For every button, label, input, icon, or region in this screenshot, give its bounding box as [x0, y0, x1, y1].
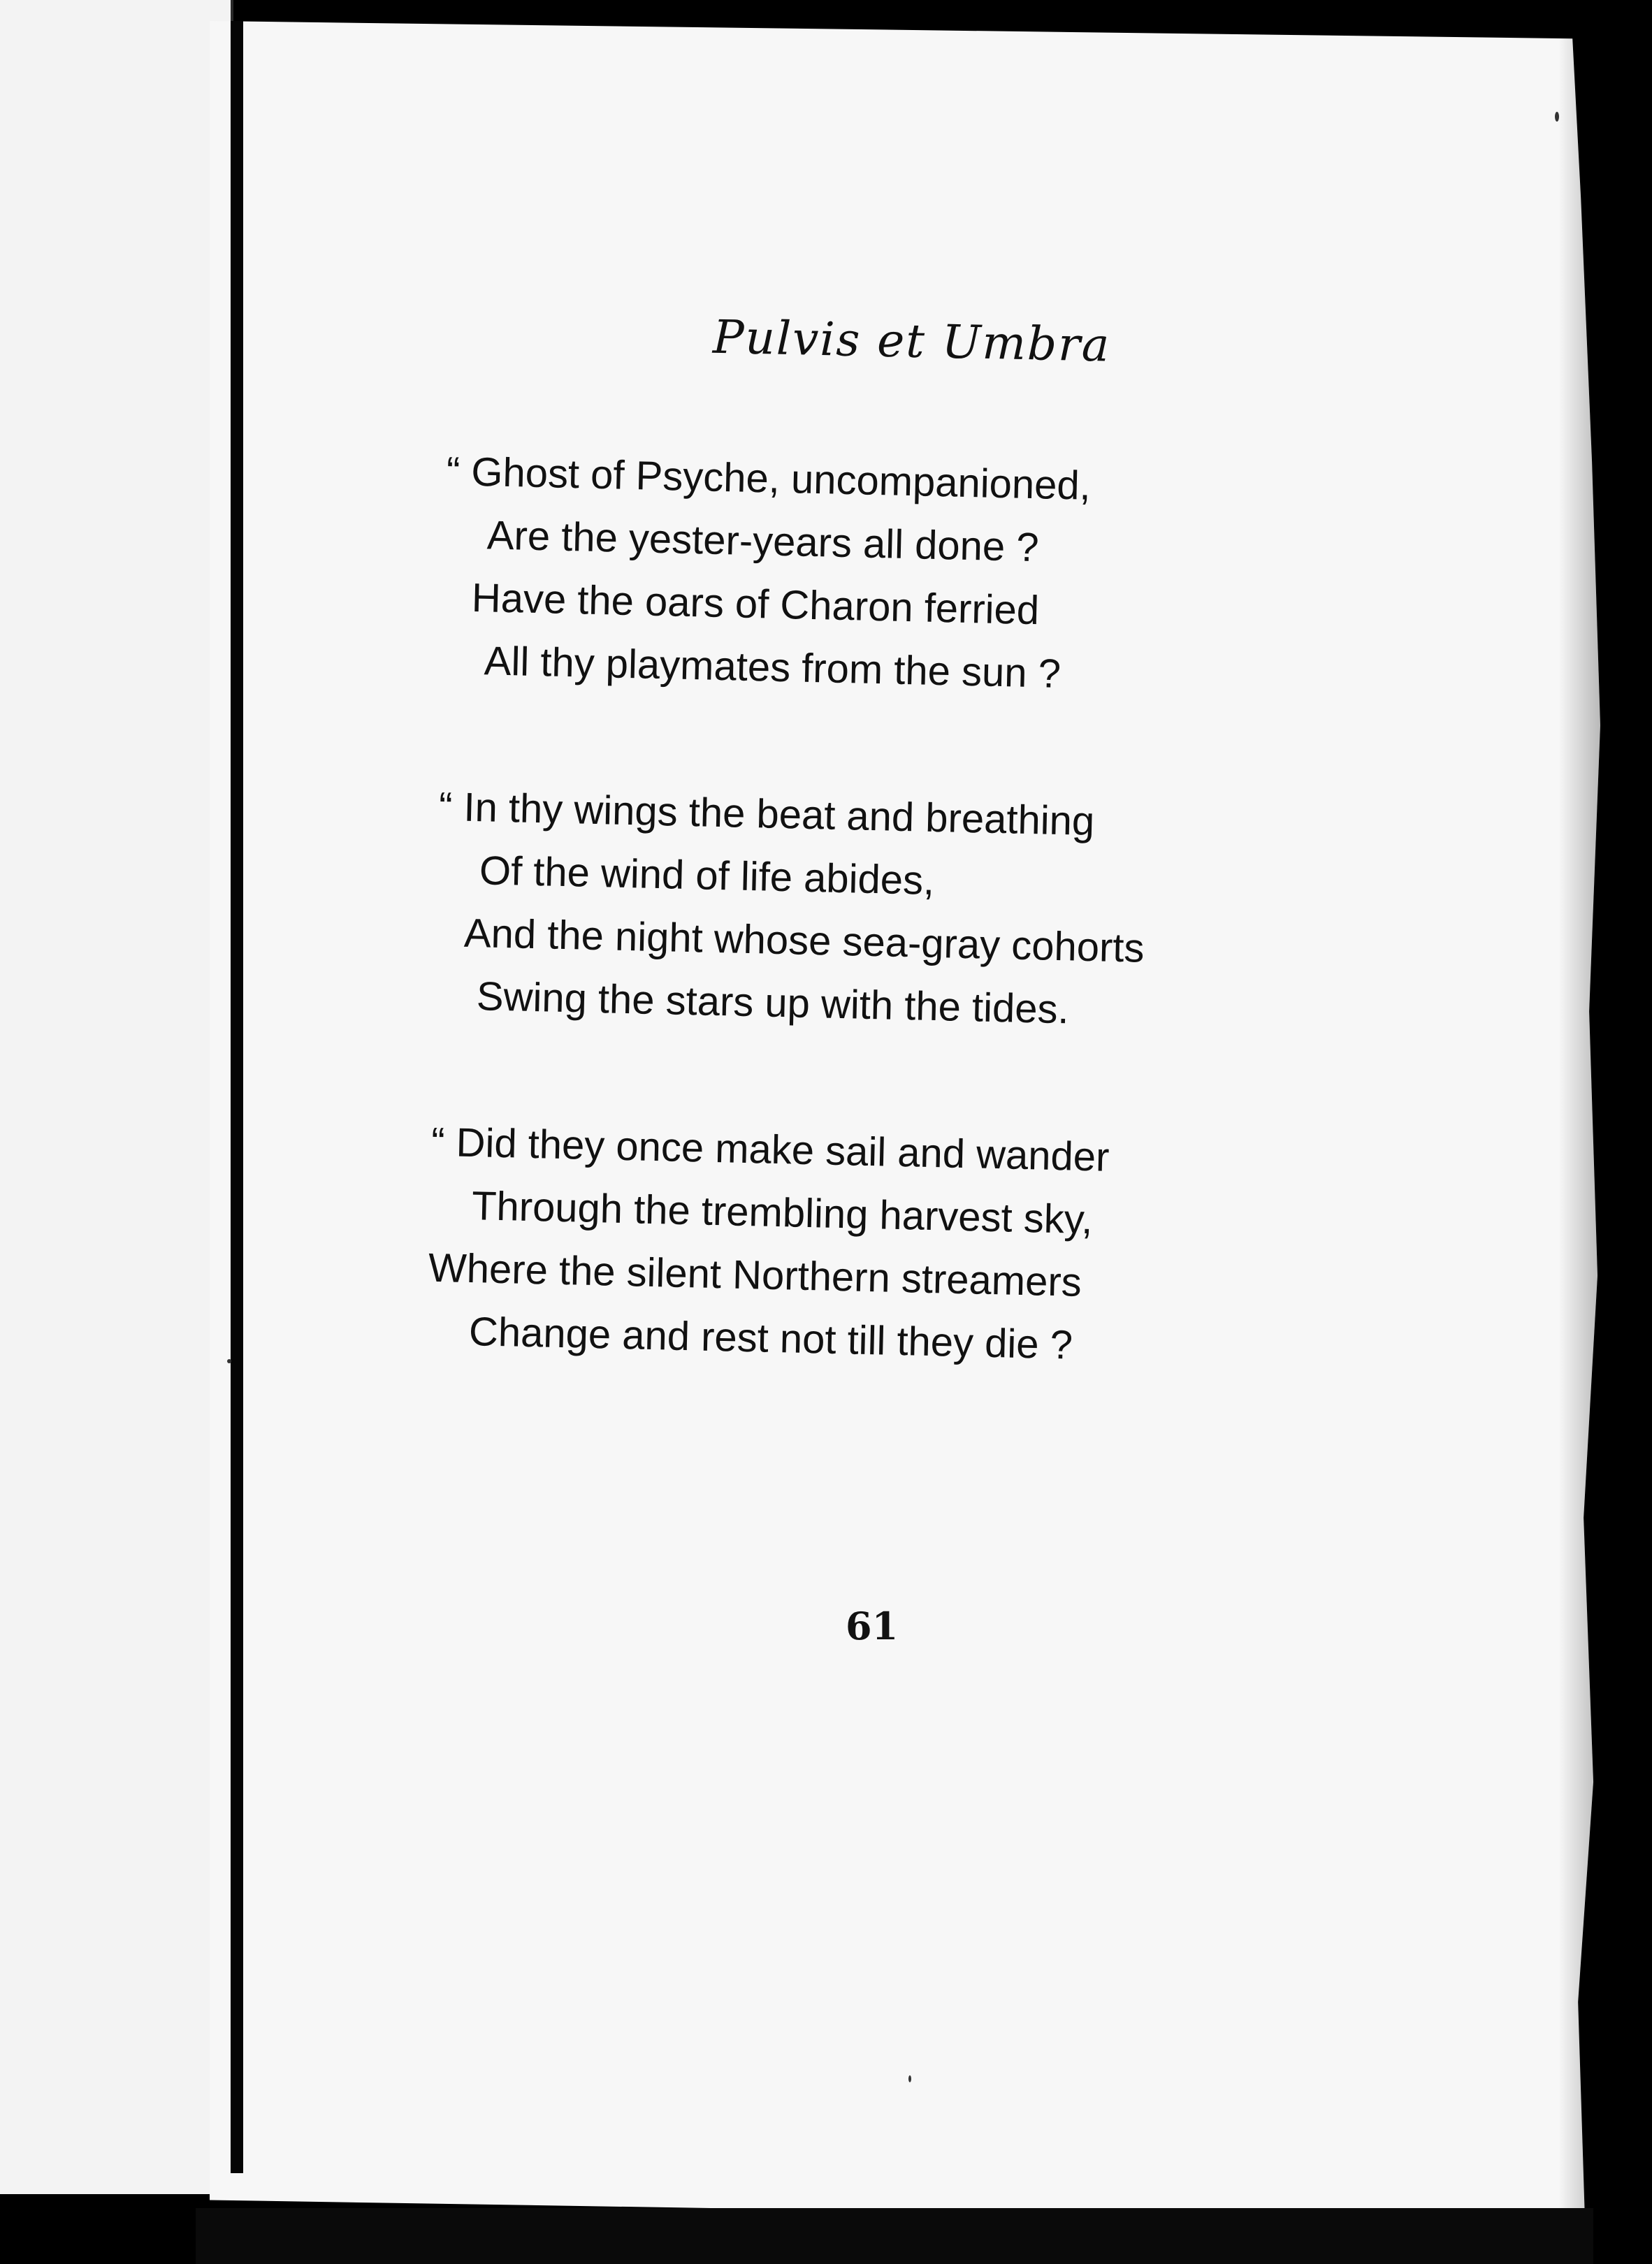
poem-line: Have the oars of Charon ferried: [471, 574, 1040, 634]
poem-line: Change and rest not till they die ?: [468, 1309, 1073, 1368]
poem-line: All thy playmates from the sun ?: [484, 638, 1062, 697]
stanza: [426, 1111, 1270, 1381]
poem-line: “ Did they once make sail and wander: [430, 1119, 1110, 1180]
book-gutter: [231, 21, 243, 2173]
stanza: [434, 776, 1278, 1046]
poem-line: Swing the stars up with the tides.: [476, 973, 1070, 1033]
page-number: 61: [846, 1604, 899, 1648]
poem: [424, 440, 1285, 1465]
poem-line: Are the yester-years all done ?: [486, 512, 1040, 571]
page-edge-shadow: [1558, 21, 1600, 2222]
poem-line: Through the trembling harvest sky,: [471, 1183, 1094, 1243]
stanza: [442, 440, 1286, 711]
poem-line: Where the silent Northern streamers: [428, 1245, 1082, 1305]
paper-speck: [227, 1359, 231, 1363]
paper-speck: [1555, 112, 1559, 122]
poem-line: Of the wind of life abides,: [479, 848, 935, 904]
poem-line: “ Ghost of Psyche, uncompanioned,: [446, 448, 1092, 509]
running-head: Pulvis et Umbra: [712, 310, 1111, 372]
poem-line: And the night whose sea-gray cohorts: [463, 910, 1145, 971]
left-page-edge: [0, 0, 233, 2194]
paper-speck: [908, 2075, 911, 2082]
poem-line: “ In thy wings the beat and breathing: [438, 783, 1095, 845]
bottom-edge-shadow: [196, 2208, 1593, 2264]
